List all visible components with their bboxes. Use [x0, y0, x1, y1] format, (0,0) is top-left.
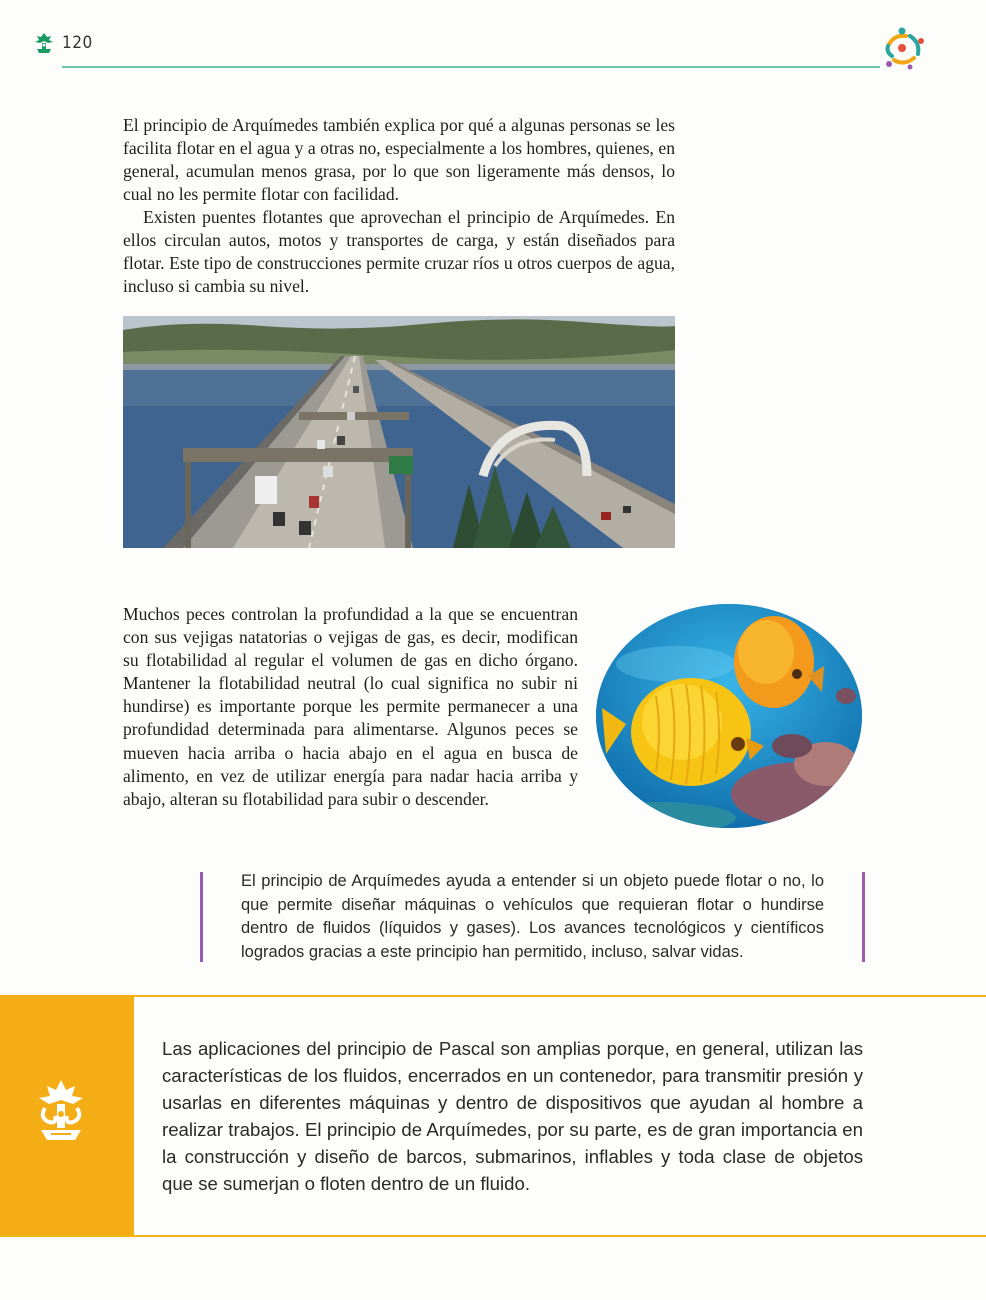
floating-bridge-photo	[123, 316, 675, 548]
paragraph-floating-bridges: Existen puentes flotantes que aprovechan el principio de Arquímedes. En ellos circulan autos, motos y transportes de carga, y están diseñados para flotar. Este tipo de construcciones permite cruzar ríos u otros cuerpos de agua, incluso si cambia su nivel.	[123, 207, 675, 297]
butterflyfish-photo	[596, 604, 862, 828]
paragraph-fish-buoyancy: Muchos peces controlan la profundidad a la que se encuentran con sus vejigas natatorias o vejigas de gas, es decir, modifican su flotabilidad al regular el volumen de gas en dicho órgano. Mantener la flotabilidad neutral (lo cual significa no subir ni hundirse) es importante porque les permite permanecer a una profundidad determinada para alimentarse. Algunos peces se mueven hacia arriba o hacia abajo en el agua en busca de alimento, en vez de utilizar energía para nadar hacia arriba y abajo, alteran su flotabilidad para subir o descender.	[123, 604, 578, 809]
tree-emblem-icon	[34, 32, 54, 54]
paragraph-flotation-people: El principio de Arquímedes también explica por qué a algunas personas se les facilita flotar en el agua y a otras no, especialmente a los hombres, quienes, en general, acumulan menos grasa, por lo que son ligeramente más densos, lo cual no les permite flotar con facilidad.	[123, 115, 675, 205]
highlight-right-bar	[862, 872, 865, 962]
page-number: 120	[62, 33, 93, 53]
summary-text: Las aplicaciones del principio de Pascal son amplias porque, en general, utilizan las características de los fluidos, encerrados en un contenedor, para transmitir presión y usarlas en diferentes máquinas y dentro de dispositivos que ayudan al hombre a realizar trabajos. El principio de Arquímedes, por su parte, es de gran importancia en la construcción y diseño de barcos, submarinos, inflables y toda clase de objetos que se sumerjan o floten dentro de un fluido.	[162, 1038, 863, 1194]
colorful-figure-logo-icon	[880, 26, 926, 70]
header-rule	[62, 66, 880, 68]
white-tree-emblem-icon	[35, 1078, 87, 1148]
highlight-left-bar	[200, 872, 203, 962]
summary-bottom-rule	[0, 1235, 986, 1237]
highlight-text: El principio de Arquímedes ayuda a entender si un objeto puede flotar o no, lo que permite diseñar máquinas o vehículos que requieran flotar o hundirse dentro de fluidos (líquidos y gases). Los avances tecnológicos y científicos logrados gracias a este principio han permitido, incluso, salvar vidas.	[241, 872, 824, 961]
summary-top-rule	[0, 995, 986, 997]
